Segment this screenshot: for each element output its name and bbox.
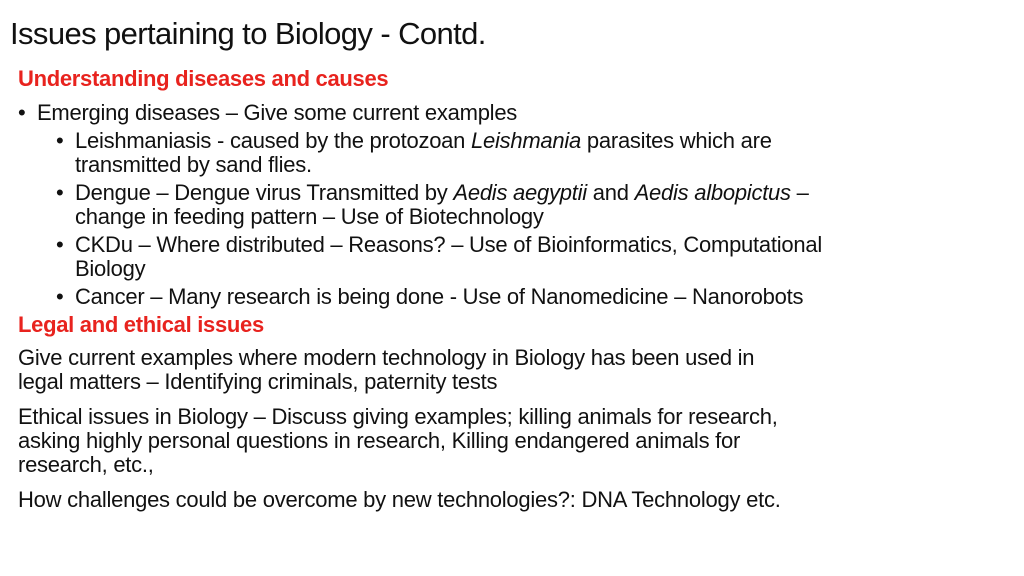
subbullet-text: parasites which are [581, 128, 772, 153]
subbullet-text: Dengue – Dengue virus Transmitted by [75, 180, 454, 205]
bullet-icon: • [56, 284, 64, 309]
subbullet-text: and [586, 180, 635, 205]
species-name: Aedis albopictus [634, 180, 791, 205]
bullet-emerging-diseases [18, 101, 1018, 125]
subbullet-text-cont: change in feeding pattern – Use of Biotechnology [75, 204, 544, 229]
subbullet-text: – [790, 180, 809, 205]
bullet-icon: • [56, 128, 64, 153]
paragraph-line: Ethical issues in Biology – Discuss giving examples; killing animals for research, [18, 404, 778, 429]
subbullet-leishmaniasis [18, 129, 1018, 177]
slide-title: Issues pertaining to Biology - Contd. [10, 16, 486, 51]
paragraph-line: asking highly personal questions in research, Killing endangered animals for [18, 428, 741, 453]
subbullet-text: Cancer – Many research is being done - Use of Nanomedicine – Nanorobots [75, 284, 804, 309]
paragraph-line: Give current examples where modern technology in Biology has been used in [18, 345, 755, 370]
bullet-icon: • [18, 100, 26, 125]
subbullet-cancer [18, 285, 1018, 309]
subbullet-ckdu [18, 233, 1018, 281]
section-heading-legal: Legal and ethical issues [18, 312, 264, 337]
subbullet-dengue [18, 181, 1018, 229]
subbullet-text: CKDu – Where distributed – Reasons? – Use of Bioinformatics, Computational [75, 232, 822, 257]
bullet-text: Emerging diseases – Give some current examples [37, 100, 518, 125]
species-name: Leishmania [471, 128, 582, 153]
slide-body [18, 66, 1018, 512]
paragraph-line: legal matters – Identifying criminals, paternity tests [18, 369, 498, 394]
bullet-icon: • [56, 232, 64, 257]
paragraph-ethical-issues [18, 405, 1018, 477]
subbullet-text-cont: Biology [75, 256, 146, 281]
section-heading-diseases: Understanding diseases and causes [18, 66, 389, 91]
subbullet-text: Leishmaniasis - caused by the protozoan [75, 128, 472, 153]
bullet-icon: • [56, 180, 64, 205]
species-name: Aedis aegyptii [453, 180, 587, 205]
paragraph-line: research, etc., [18, 452, 154, 477]
paragraph-legal-examples [18, 346, 1018, 394]
subbullet-text-cont: transmitted by sand flies. [75, 152, 312, 177]
paragraph-challenges: How challenges could be overcome by new technologies?: DNA Technology etc. [18, 487, 781, 512]
